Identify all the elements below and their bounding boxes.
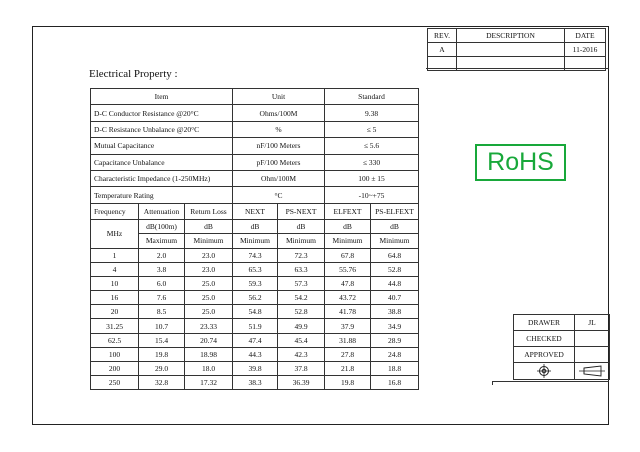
checked-row — [514, 331, 610, 347]
property-unit: nF/100 Meters — [233, 138, 325, 154]
unit-cell: dB — [233, 220, 278, 234]
value-cell: 28.9 — [371, 333, 419, 347]
value-cell: 25.0 — [185, 291, 233, 305]
value-cell: 6.0 — [139, 276, 185, 290]
property-item: Temperature Rating — [91, 187, 233, 203]
property-item: D-C Resistance Unbalance @20°C — [91, 121, 233, 137]
value-cell: 18.8 — [371, 362, 419, 376]
property-unit: °C — [233, 187, 325, 203]
frequency-cell: 200 — [91, 362, 139, 376]
value-cell: 20.74 — [185, 333, 233, 347]
value-cell: 72.3 — [278, 248, 325, 262]
limit-cell: Minimum — [325, 234, 371, 248]
value-cell: 56.2 — [233, 291, 278, 305]
frequency-cell: 250 — [91, 376, 139, 390]
checked-value — [575, 331, 610, 347]
property-item: D-C Conductor Resistance @20°C — [91, 105, 233, 121]
performance-row — [91, 248, 419, 262]
value-cell: 38.8 — [371, 305, 419, 319]
frequency-cell: 62.5 — [91, 333, 139, 347]
value-cell: 24.8 — [371, 347, 419, 361]
property-standard: ≤ 5 — [325, 121, 419, 137]
value-cell: 49.9 — [278, 319, 325, 333]
value-cell: 32.8 — [139, 376, 185, 390]
performance-row — [91, 262, 419, 276]
value-cell: 18.0 — [185, 362, 233, 376]
value-cell: 34.9 — [371, 319, 419, 333]
performance-row — [91, 319, 419, 333]
frequency-cell: 31.25 — [91, 319, 139, 333]
property-row — [91, 170, 419, 186]
frequency-cell: 4 — [91, 262, 139, 276]
value-cell: 19.8 — [325, 376, 371, 390]
value-cell: 44.8 — [371, 276, 419, 290]
return-loss-header: Return Loss — [185, 203, 233, 219]
frequency-cell: 10 — [91, 276, 139, 290]
value-cell: 10.7 — [139, 319, 185, 333]
approved-label: APPROVED — [514, 347, 575, 363]
value-cell: 16.8 — [371, 376, 419, 390]
value-cell: 21.8 — [325, 362, 371, 376]
limit-cell: Maximum — [139, 234, 185, 248]
performance-row — [91, 291, 419, 305]
value-cell: 2.0 — [139, 248, 185, 262]
property-unit: pF/100 Meters — [233, 154, 325, 170]
title-block-divider — [492, 381, 609, 382]
value-cell: 31.88 — [325, 333, 371, 347]
frequency-cell: 100 — [91, 347, 139, 361]
value-cell: 23.0 — [185, 248, 233, 262]
value-cell: 18.98 — [185, 347, 233, 361]
property-item: Characteristic Impedance (1-250MHz) — [91, 170, 233, 186]
performance-row — [91, 333, 419, 347]
value-cell: 63.3 — [278, 262, 325, 276]
empty-cell — [565, 57, 606, 71]
property-unit: Ohms/100M — [233, 105, 325, 121]
projection-cone-icon — [579, 365, 605, 377]
page-title: Electrical Property : — [89, 68, 178, 80]
unit-cell: dB — [371, 220, 419, 234]
property-unit: Ohm/100M — [233, 170, 325, 186]
unit-header: Unit — [233, 89, 325, 105]
item-header: Item — [91, 89, 233, 105]
property-row — [91, 121, 419, 137]
frequency-header: Frequency — [91, 203, 139, 219]
property-row — [91, 138, 419, 154]
value-cell: 67.8 — [325, 248, 371, 262]
revision-block — [427, 28, 606, 71]
value-cell: 36.39 — [278, 376, 325, 390]
value-cell: 25.0 — [185, 305, 233, 319]
value-cell: 52.8 — [278, 305, 325, 319]
value-cell: 37.8 — [278, 362, 325, 376]
approved-row — [514, 347, 610, 363]
value-cell: 19.8 — [139, 347, 185, 361]
performance-row — [91, 362, 419, 376]
value-cell: 40.7 — [371, 291, 419, 305]
limit-cell: Minimum — [371, 234, 419, 248]
value-cell: 17.32 — [185, 376, 233, 390]
performance-row — [91, 376, 419, 390]
property-standard: ≤ 5.6 — [325, 138, 419, 154]
limit-cell: Minimum — [233, 234, 278, 248]
value-cell: 43.72 — [325, 291, 371, 305]
value-cell: 39.8 — [233, 362, 278, 376]
ps-elfext-header: PS-ELFEXT — [371, 203, 419, 219]
performance-row — [91, 276, 419, 290]
unit-cell: dB — [185, 220, 233, 234]
projection-circle-cell — [514, 363, 575, 380]
value-cell: 54.8 — [233, 305, 278, 319]
property-standard: 9.38 — [325, 105, 419, 121]
value-cell: 25.0 — [185, 276, 233, 290]
drawer-label: DRAWER — [514, 315, 575, 331]
checked-label: CHECKED — [514, 331, 575, 347]
ps-next-header: PS-NEXT — [278, 203, 325, 219]
value-cell: 38.3 — [233, 376, 278, 390]
frequency-cell: 16 — [91, 291, 139, 305]
drawer-row — [514, 315, 610, 331]
projection-cone-cell — [575, 363, 610, 380]
title-block — [513, 314, 610, 380]
performance-limit-row — [91, 234, 419, 248]
value-cell: 59.3 — [233, 276, 278, 290]
property-row — [91, 105, 419, 121]
unit-cell: dB — [325, 220, 371, 234]
value-cell: 27.8 — [325, 347, 371, 361]
value-cell: 47.8 — [325, 276, 371, 290]
limit-cell: Minimum — [278, 234, 325, 248]
value-cell: 52.8 — [371, 262, 419, 276]
rev-header: REV. — [428, 29, 457, 43]
value-cell: 42.3 — [278, 347, 325, 361]
performance-header-row — [91, 203, 419, 219]
value-cell: 3.8 — [139, 262, 185, 276]
value-cell: 8.5 — [139, 305, 185, 319]
property-item: Mutual Capacitance — [91, 138, 233, 154]
value-cell: 65.3 — [233, 262, 278, 276]
revision-empty-row — [428, 57, 606, 71]
rohs-logo: RoHS — [475, 144, 566, 181]
limit-cell: Minimum — [185, 234, 233, 248]
performance-row — [91, 347, 419, 361]
revision-row — [428, 43, 606, 57]
attenuation-header: Attenuation — [139, 203, 185, 219]
value-cell: 64.8 — [371, 248, 419, 262]
date-value: 11-2016 — [565, 43, 606, 57]
empty-cell — [428, 57, 457, 71]
value-cell: 41.78 — [325, 305, 371, 319]
frequency-cell: 1 — [91, 248, 139, 262]
property-item: Capacitance Unbalance — [91, 154, 233, 170]
value-cell: 51.9 — [233, 319, 278, 333]
value-cell: 45.4 — [278, 333, 325, 347]
value-cell: 37.9 — [325, 319, 371, 333]
value-cell: 57.3 — [278, 276, 325, 290]
property-standard: -10~+75 — [325, 187, 419, 203]
performance-data-body — [91, 248, 419, 390]
performance-row — [91, 305, 419, 319]
unit-cell: dB — [278, 220, 325, 234]
elfext-header: ELFEXT — [325, 203, 371, 219]
description-value — [457, 43, 565, 57]
property-row — [91, 154, 419, 170]
description-header: DESCRIPTION — [457, 29, 565, 43]
performance-unit-row — [91, 220, 419, 234]
value-cell: 7.6 — [139, 291, 185, 305]
revision-header-row — [428, 29, 606, 43]
value-cell: 23.0 — [185, 262, 233, 276]
value-cell: 47.4 — [233, 333, 278, 347]
value-cell: 23.33 — [185, 319, 233, 333]
projection-row — [514, 363, 610, 380]
date-header: DATE — [565, 29, 606, 43]
drawer-value: JL — [575, 315, 610, 331]
mhz-unit-label: MHz — [91, 220, 139, 248]
property-header-row — [91, 89, 419, 105]
value-cell: 54.2 — [278, 291, 325, 305]
frequency-cell: 20 — [91, 305, 139, 319]
approved-value — [575, 347, 610, 363]
rev-value: A — [428, 43, 457, 57]
property-unit: % — [233, 121, 325, 137]
standard-header: Standard — [325, 89, 419, 105]
first-angle-projection-icon — [537, 364, 551, 378]
property-row — [91, 187, 419, 203]
value-cell: 15.4 — [139, 333, 185, 347]
empty-cell — [457, 57, 565, 71]
electrical-property-table — [90, 88, 419, 390]
next-header: NEXT — [233, 203, 278, 219]
value-cell: 44.3 — [233, 347, 278, 361]
value-cell: 55.76 — [325, 262, 371, 276]
property-standard: 100 ± 15 — [325, 170, 419, 186]
value-cell: 29.0 — [139, 362, 185, 376]
value-cell: 74.3 — [233, 248, 278, 262]
property-standard: ≤ 330 — [325, 154, 419, 170]
unit-cell: dB(100m) — [139, 220, 185, 234]
title-block-tick — [492, 381, 493, 385]
